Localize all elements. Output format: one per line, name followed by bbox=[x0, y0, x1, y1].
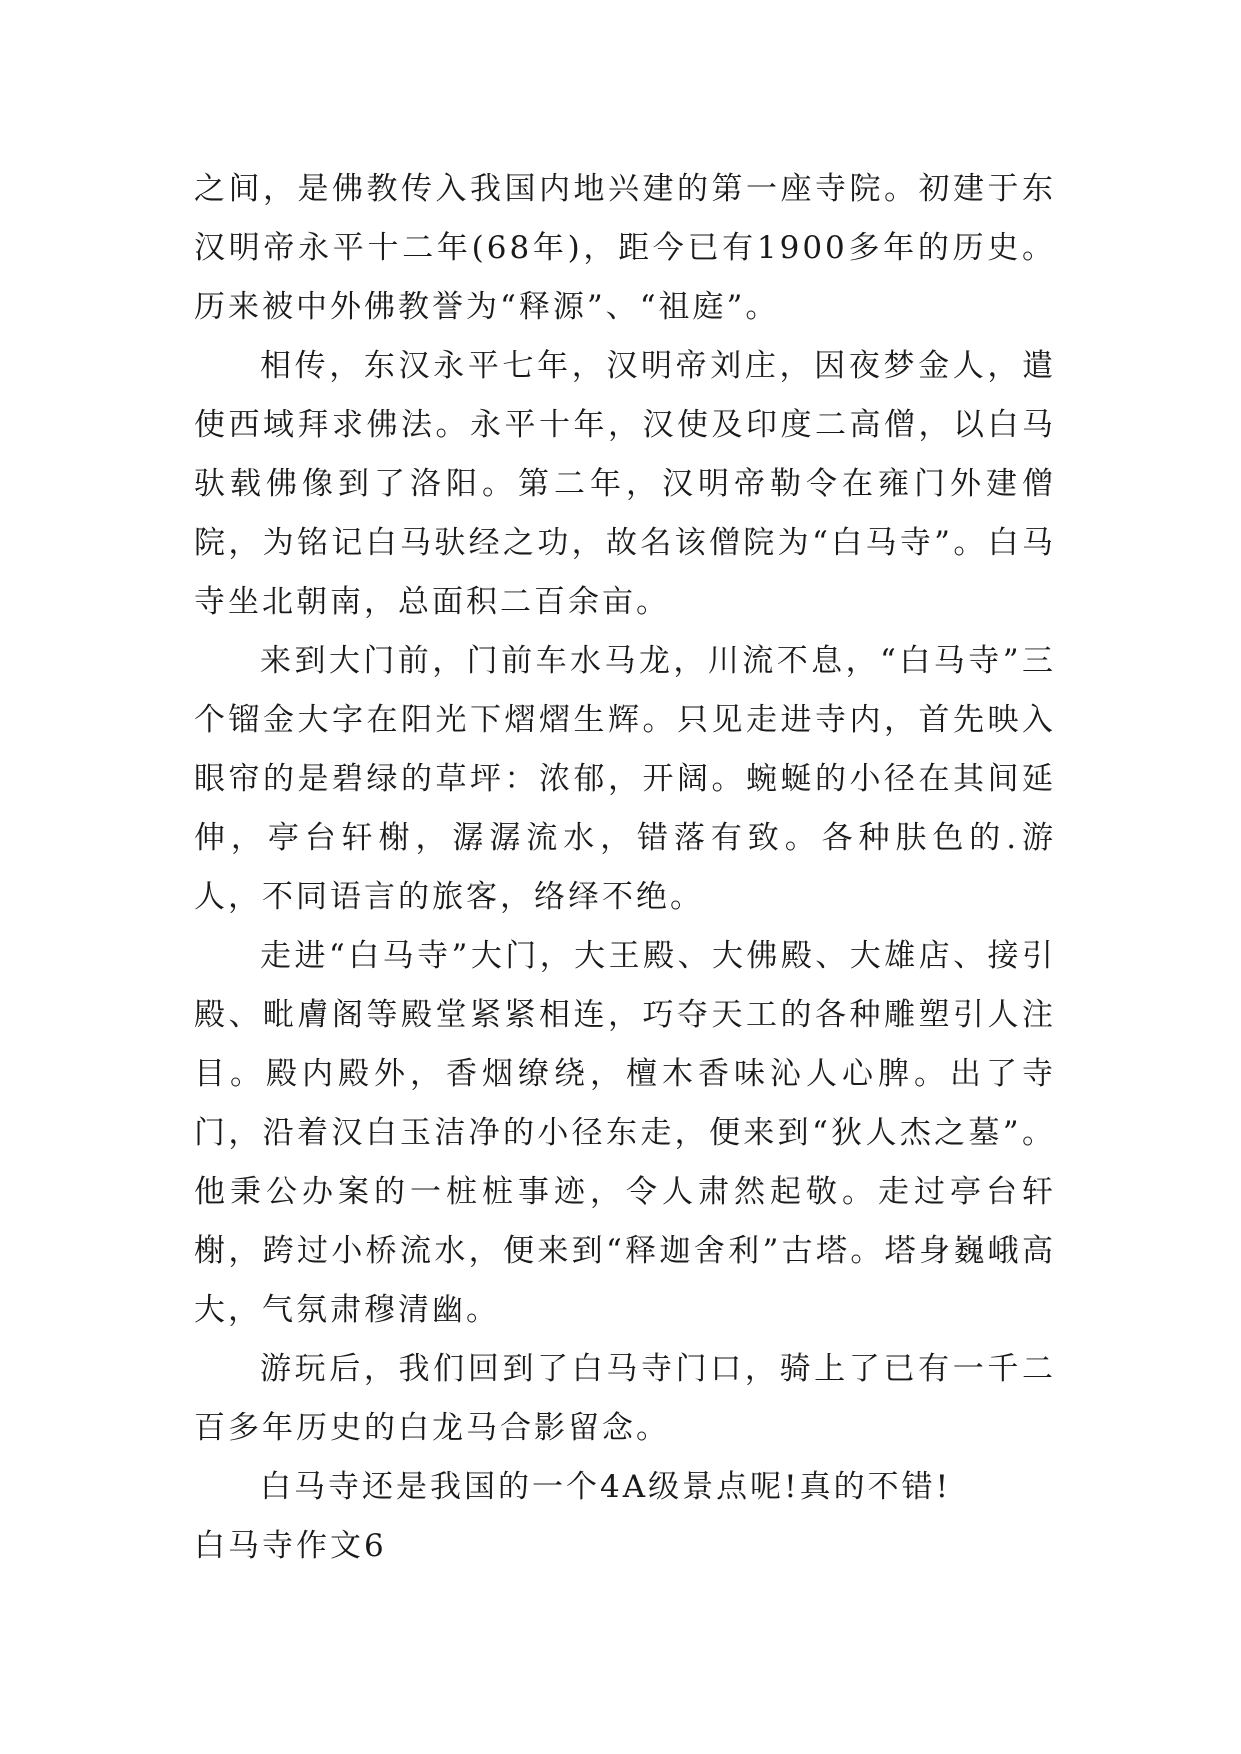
paragraph-continued: 之间，是佛教传入我国内地兴建的第一座寺院。初建于东汉明帝永平十二年(68年)，距今已有1900多年的历史。历来被中外佛教誉为“释源”、“祖庭”。 bbox=[194, 171, 1056, 325]
paragraph-conclusion: 白马寺还是我国的一个4A级景点呢!真的不错! bbox=[260, 1469, 952, 1505]
paragraph-gate: 来到大门前，门前车水马龙，川流不息，“白马寺”三个镏金大字在阳光下熠熠生辉。只见走进寺内，首先映入眼帘的是碧绿的草坪：浓郁，开阔。蜿蜒的小径在其间延伸，亭台轩榭，潺潺流水，错落有致。各种肤色的.游人，不同语言的旅客，络绎不绝。 bbox=[194, 643, 1056, 915]
paragraph-halls: 走进“白马寺”大门，大王殿、大佛殿、大雄店、接引殿、毗膚阁等殿堂紧紧相连，巧夺天工的各种雕塑引人注目。殿内殿外，香烟缭绕，檀木香味沁人心脾。出了寺门，沿着汉白玉洁净的小径东走，便来到“狄人杰之墓”。他秉公办案的一桩桩事迹，令人肃然起敬。走过亭台轩榭，跨过小桥流水，便来到“释迦舍利”古塔。塔身巍峨高大，气氛肃穆清幽。 bbox=[194, 938, 1056, 1328]
paragraph-photo: 游玩后，我们回到了白马寺门口，骑上了已有一千二百多年历史的白龙马合影留念。 bbox=[194, 1351, 1056, 1446]
essay-title-6: 白马寺作文6 bbox=[194, 1528, 387, 1564]
paragraph-legend: 相传，东汉永平七年，汉明帝刘庄，因夜梦金人，遣使西域拜求佛法。永平十年，汉使及印度二高僧，以白马驮载佛像到了洛阳。第二年，汉明帝勒令在雍门外建僧院，为铭记白马驮经之功，故名该僧院为“白马寺”。白马寺坐北朝南，总面积二百余亩。 bbox=[194, 348, 1056, 620]
document-body bbox=[194, 160, 1056, 1576]
